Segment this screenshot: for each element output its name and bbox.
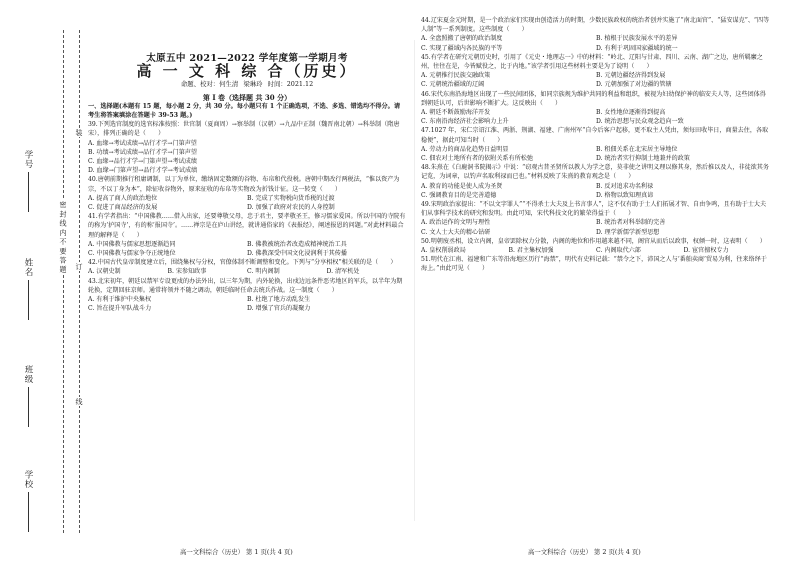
page-footer-1: 高一文科综合（历史） 第 1 页(共 4 页) [180,548,293,556]
question-item [421,90,771,127]
answer-option[interactable]: A. 中国佛教与儒家思想逐渐趋同 [88,240,176,248]
question-item [88,258,406,276]
answer-option[interactable]: C. 强调教育目的是完善道德 [421,191,497,199]
answer-option[interactable]: A. 有利于维护中央集权 [88,296,152,304]
answer-option[interactable]: C. 明内阁制 [247,268,280,276]
option-group [88,194,406,212]
question-stem: 45.有学者在研究元朝历史时，引用了《元史・地理志一》中的材料：“岭北、辽阳与甘肃、四川、云南、湖广之边，唐所羁縻之州，往往在是，今皆赋役之，比于内地。”该学者引用这些材料主要是为了说明（ ） [421,53,763,71]
answer-option[interactable]: B. 元朝边疆经济得到发展 [596,72,666,80]
option-group [88,139,406,176]
question-stem: 40.唐朝前期推行租庸调制，以丁为单位，缴纳固定数额的谷物、布帛和代役税。唐朝中期改行两税法，“惟以资产为宗，不以丁身为本”，除征收谷物外，原来征收的布帛等实物改为折钱计征。这一转变（ ） [88,176,400,193]
answer-option[interactable]: B. 宋参知政事 [167,268,207,276]
option-group [88,240,406,258]
option-group [421,71,771,89]
seal-label-bot: 线 [75,398,83,405]
question-list-right [421,16,771,274]
question-stem: 39.下列选官制度的选官标准按照：世官制（夏商周）→察举制（汉朝）→九品中正制（魏晋南北朝）→科举制（隋唐宋），排列正确的是（ ） [88,121,400,138]
answer-option[interactable]: D. 血缘→门第声望→品行才学→考试成绩 [88,167,198,175]
answer-option[interactable]: A. 全盘照搬了唐朝的政治制度 [421,35,503,43]
seal-label-mid: 订 [75,263,83,270]
school-title: 太原五中 2021—2022 学年度第一学期月考 [146,53,348,64]
answer-option[interactable]: A. 提高了商人的政治地位 [88,194,158,202]
answer-option[interactable]: B. 女性地位逐渐得到提高 [596,109,666,117]
question-stem: 41.有学者指出：“中国佛教……借入出家，还要尊敬父母，忠于君主，要孝敬圣王，修习儒家爱国。所以中国的寺院有的称为‘护国寺’，有的称‘报国寺’。……禅宗是在庐山讲经，就讲通俗家的《表报经》，阐述报恩的问题。”对此材料最合理的解释是（ ） [88,213,406,239]
answer-option[interactable]: C. 血缘→品行才学→门第声望→考试成绩 [88,158,197,166]
answer-option[interactable]: B. 租佃关系在北宋居主导地位 [596,145,678,153]
question-item [421,126,771,163]
question-item [88,212,406,258]
student-id-field[interactable]: 学号 [22,150,34,215]
question-item [88,120,406,175]
question-list-left [88,120,406,313]
answer-option[interactable]: D. 加强了政府对农民的人身控制 [247,204,335,212]
answer-option[interactable]: A. 劳动力的商品化趋势日益明显 [421,145,509,153]
option-group [421,145,771,163]
option-group [421,108,771,126]
answer-option[interactable]: D. 宦官擅权专力 [683,247,729,255]
part-heading: 第 I 卷（选择题 共 30 分） [202,92,292,102]
exam-meta: 命题、校对：何生清 梁琳玲 时间：2021.12 [180,80,314,89]
answer-option[interactable]: C. 东南沿海经济社会影响力上升 [421,118,509,126]
option-group [421,182,771,200]
option-group [421,34,771,52]
class-field[interactable]: 班级 [22,365,34,430]
no-answer-notice: 密 封 线 内 不 要 答 题 [59,201,67,273]
answer-option[interactable]: B. 功绩→考试成绩→品行才学→门第声望 [88,148,197,156]
question-stem: 42.中国古代皇帝制度建立后，围绕集权与分权，官僚体制不断调整和变化。下列与“分享相权”相关联的是（ ） [88,259,397,267]
question-item [88,175,406,212]
cut-line-outer [63,30,64,533]
question-item [421,16,771,53]
answer-option[interactable]: B. 完成了实物税向货币税的过渡 [247,194,335,202]
question-item [421,255,771,273]
answer-option[interactable]: A. 汉朝史制 [88,268,121,276]
question-stem: 48.朱熹在《白鹿洞书院揭示》中说：“窃观古昔圣贤所以教人为学之意，莫非使之讲明义理以修其身，然后推以及人，非徒欲其务记览，为词章，以钓声名取利禄而已也。”材料反映了朱熹的教育观念是（ ） [421,164,769,181]
answer-option[interactable]: A. 血缘→考试成绩→品行才学→门第声望 [88,139,197,147]
answer-option[interactable]: A. 政治运作的文明与理性 [421,219,491,227]
answer-option[interactable]: A. 朝廷不断鼓励海洋开发 [421,109,491,117]
question-stem: 44.辽宋夏金元时期，是一个政治家们实现由创造活力的时期，少数民族政权的统治者创并实施了“南北面官”、“猛安谋克”、“四等人制”等一系列制度。这些制度（ ） [421,17,770,34]
answer-option[interactable]: B. 统治者对科举制的完善 [596,219,666,227]
question-item [88,277,406,314]
page-2-column [421,16,771,274]
answer-option[interactable]: D. 格物以致知理真谛 [596,191,654,199]
option-group [421,246,771,255]
answer-option[interactable]: D. 清军机处 [326,268,360,276]
answer-option[interactable]: C. 文人士大夫的精心钻研 [421,228,491,236]
question-stem: 43.北宋初年，朝廷以禁军专设更戍的办法外出，以三年为期，内外轮换，出戍边远条件恶劣地区的军兵，以半年为期轮换，定期回驻京师。通常将领并不随之调动，朝廷临时任命去统兵作战。这一制度（ ） [88,277,403,294]
answer-option[interactable]: B. 反对追求功名利禄 [596,182,654,190]
answer-option[interactable]: D. 理学新儒学新型思想 [596,228,660,236]
question-item [421,53,771,90]
instructions: 一、选择题(本题有 15 题，每小题 2 分，共 30 分。每小题只有 1 个正确选项，不选、多选、错选均不得分。请考生将答案填涂在答题卡 39-53 题。) [88,102,401,120]
answer-option[interactable]: B. 植根于民族发展水平的差异 [596,35,678,43]
answer-option[interactable]: B. 佛教被统治者改造成精神统治工具 [247,240,347,248]
answer-option[interactable]: C. 中国佛教与儒家争夺正统地位 [88,250,176,258]
school-field[interactable]: 学校 [22,470,34,535]
page-1-column [88,16,406,313]
answer-option[interactable]: C. 实现了疆域内各民族的平等 [421,44,503,52]
answer-option[interactable]: D. 元朝加强了对边疆的管辖 [596,81,672,89]
answer-option[interactable]: D. 统治者实行抑制土地兼并的政策 [596,155,690,163]
answer-option[interactable]: C. 元朝统治疆域的辽阔 [421,81,485,89]
answer-option[interactable]: D. 增强了官兵的凝聚力 [247,305,311,313]
answer-option[interactable]: B. 杜绝了地方动乱发生 [247,296,311,304]
seal-label-top: 装 [75,129,83,136]
answer-option[interactable]: A. 教育的功能是使人成为圣贤 [421,182,503,190]
option-group [421,218,771,236]
question-item [421,163,771,200]
question-stem: 47.1027 年，宋仁宗诏江淮、两浙、荆湖、福建、广南州军“自今后客户起移，更不取主人凭由，须每田收毕日，商量去住，各取稳便”，据此可知当时（ ） [421,127,769,144]
name-field[interactable]: 姓名 [22,258,34,323]
answer-option[interactable]: C. 佃农对土地所有者的依附关系有所松弛 [421,155,533,163]
answer-option[interactable]: C. 促进了商品经济的发展 [88,204,158,212]
answer-option[interactable]: C. 旨在提升军队战斗力 [88,305,152,313]
answer-option[interactable]: D. 统治思想与民众观念趋向一致 [596,118,684,126]
page-title: 高 一 文 科 综 合（历史） [136,62,358,81]
question-stem: 46.宋代东南沿海地区出现了一些民间团体，如同宗族规为维护共同的利益和组织，被视为妇幼保护神的临安夫人等，这些团体得到朝廷认可，后世影响不断扩大。这反映出（ ） [421,90,766,107]
option-group [88,295,406,313]
question-stem: 51.明代在江南、福建和广东等沿海地区历行“海禁”，明代有史料记载：“禁令之下，沛国之人与‘番舶卖商’贸易为利，往来络绎于海上。”由此可见（ ） [421,256,767,273]
answer-option[interactable]: B. 君主集权加强 [508,247,554,255]
answer-option[interactable]: D. 有利于巩固国家疆域的统一 [596,44,678,52]
answer-option[interactable]: A. 元朝推行民族交融政策 [421,72,491,80]
answer-option[interactable]: D. 佛教深受中国文化浸润利于其传播 [247,250,347,258]
answer-option[interactable]: A. 皇权削弱政局 [421,247,466,255]
question-stem: 49.宋明政治家提出：“不以文字罪人”“不得杀士大夫及上书言事人”，这不仅有助于士人们拓展才智、自由争鸣，且有助于士大夫们从事科学技术的研究和发明。由此可知，宋代科技文化的繁荣得益于（ ） [421,201,767,218]
cut-line-inner [79,30,80,533]
question-stem: 50.明朝废丞相，设立内阁，皇帝罢除权力分散，内阁的地位和作用越来越不同，阁官从而后以政事，权倾一时，这表明（ ） [421,237,766,245]
column-divider [414,40,415,521]
page-footer-2: 高一文科综合（历史） 第 2 页(共 4 页) [528,548,641,556]
question-item [421,200,771,237]
answer-option[interactable]: C. 内阁取代六部 [596,247,641,255]
question-item [421,237,771,255]
option-group [88,267,406,276]
